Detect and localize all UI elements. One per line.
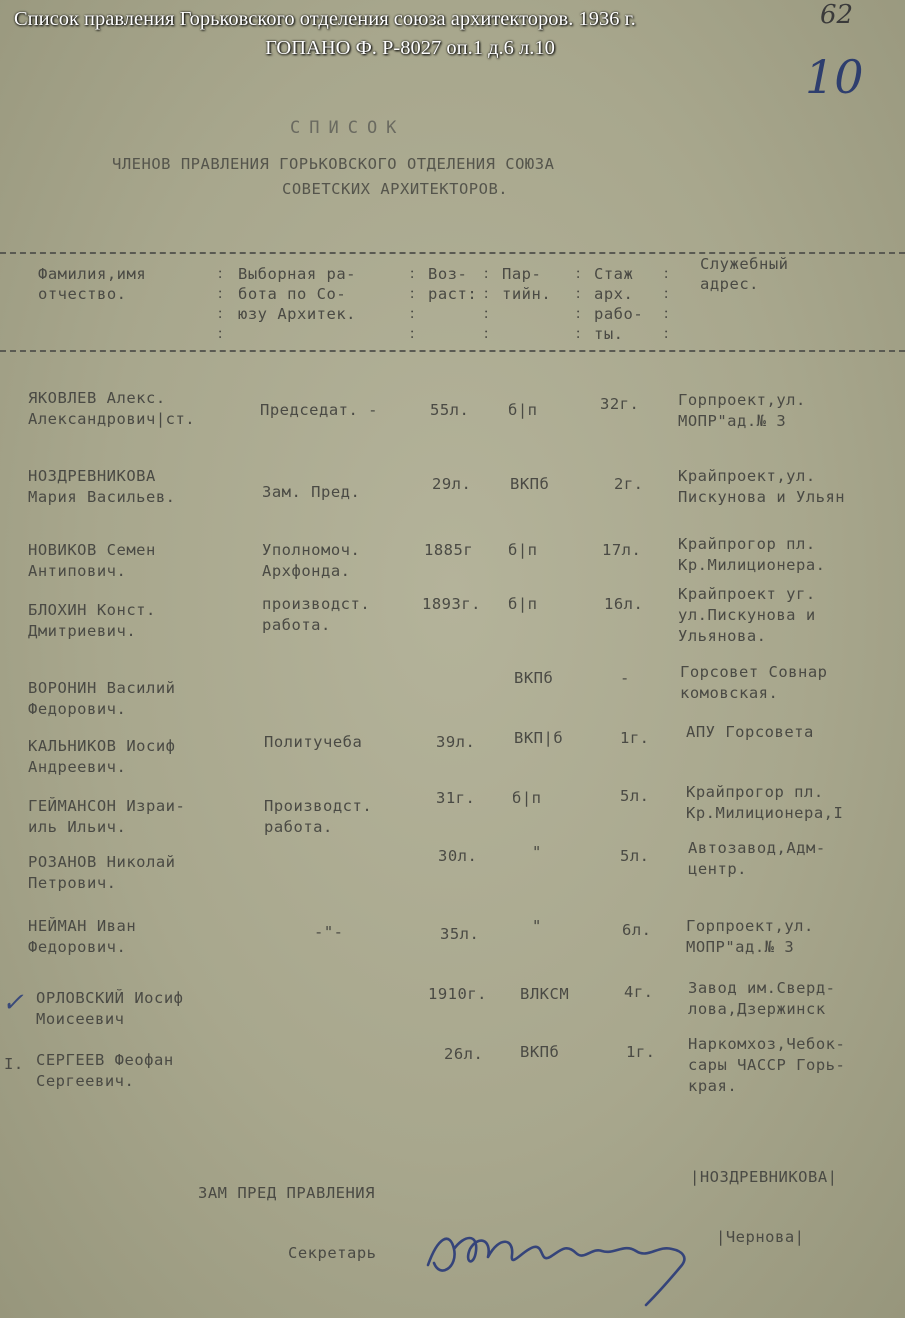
member-name: ОРЛОВСКИЙ Иосиф Моисеевич	[36, 989, 184, 1028]
deputy-chair-name: |НОЗДРЕВНИКОВА|	[690, 1168, 838, 1186]
member-experience: 5л.	[620, 787, 650, 805]
member-experience: 1г.	[620, 729, 650, 747]
deputy-chair-label: ЗАМ ПРЕД ПРАВЛЕНИЯ	[198, 1184, 375, 1202]
member-address: Горпроект,ул. МОПР"ад.№ 3	[678, 391, 806, 430]
member-address: Автозавод,Адм- центр.	[688, 839, 826, 878]
member-name: ВОРОНИН Василий Федорович.	[28, 679, 176, 718]
member-post: Зам. Пред.	[262, 483, 361, 501]
column-separator: : : : :	[484, 265, 489, 342]
member-experience: 6л.	[622, 921, 652, 939]
member-party: б|п	[508, 595, 538, 613]
caption-line-1: Список правления Горьковского отделения союза архитекторов. 1936 г.	[14, 8, 636, 30]
member-age: 1893г.	[422, 595, 481, 613]
member-age: 1885г	[424, 541, 474, 559]
member-party: ВКП|б	[514, 729, 564, 747]
member-post: Производст. работа.	[264, 797, 373, 836]
member-experience: 5л.	[620, 847, 650, 865]
table-row	[0, 466, 905, 526]
secretary-label: Секретарь	[288, 1244, 377, 1262]
member-post: производст. работа.	[262, 595, 371, 634]
member-experience: 16л.	[604, 595, 644, 613]
member-address: Завод им.Сверд- лова,Дзержинск	[688, 979, 836, 1018]
table-row	[0, 585, 905, 660]
member-address: Горсовет Совнар комовская.	[680, 663, 828, 702]
member-experience: 1г.	[626, 1043, 656, 1061]
member-name: БЛОХИН Конст. Дмитриевич.	[28, 601, 156, 640]
member-address: Горпроект,ул. МОПР"ад.№ 3	[686, 917, 814, 956]
member-age: 1910г.	[428, 985, 487, 1003]
member-name: НОВИКОВ Семен Антипович.	[28, 541, 156, 580]
member-name: НОЗДРЕВНИКОВА Мария Васильев.	[28, 467, 176, 506]
member-age: 35л.	[440, 925, 480, 943]
doc-title-heading: СПИСОК	[290, 118, 406, 138]
column-header-address: Служебный адрес.	[700, 255, 789, 293]
column-header-name: Фамилия,имя отчество.	[38, 265, 147, 303]
member-party: б|п	[508, 401, 538, 419]
member-address: Крайпроект,ул. Пискунова и Ульян	[678, 467, 846, 506]
member-party: ВКПб	[514, 669, 554, 687]
column-header-experience: Стаж арх. рабо- ты.	[594, 265, 644, 343]
member-party: б|п	[512, 789, 542, 807]
handwritten-check-mark: ✓	[2, 988, 24, 1018]
member-experience: 2г.	[614, 475, 644, 493]
member-name: ГЕЙМАНСОН Израи- иль Ильич.	[28, 797, 186, 836]
member-post: Политучеба	[264, 733, 363, 751]
table-row	[0, 916, 905, 976]
column-separator: : : : :	[218, 265, 223, 342]
page-number-mark: 10	[805, 50, 864, 104]
member-experience: 32г.	[600, 395, 640, 413]
column-header-age: Воз- раст:	[428, 265, 478, 303]
doc-title-subheading-2: СОВЕТСКИХ АРХИТЕКТОРОВ.	[282, 180, 509, 198]
member-name: ЯКОВЛЕВ Алекс. Александрович|ст.	[28, 389, 196, 428]
member-address: Крайпрогор пл. Кр.Милиционера.	[678, 535, 826, 574]
member-name: РОЗАНОВ Николай Петрович.	[28, 853, 176, 892]
table-row	[0, 388, 905, 448]
member-experience: 17л.	[602, 541, 642, 559]
table-row	[0, 839, 905, 912]
member-party: "	[532, 843, 542, 861]
member-post: Уполномоч. Архфонда.	[262, 541, 361, 580]
caption-line-2: ГОПАНО Ф. Р-8027 оп.1 д.6 л.10	[265, 37, 555, 59]
member-age: 31г.	[436, 789, 476, 807]
secretary-name: |Чернова|	[716, 1228, 805, 1246]
column-separator: : : : :	[576, 265, 581, 342]
table-row	[0, 1035, 905, 1130]
member-age: 55л.	[430, 401, 470, 419]
member-party: ВКПб	[520, 1043, 560, 1061]
member-party: ВЛКСМ	[520, 985, 570, 1003]
member-name: НЕЙМАН Иван Федорович.	[28, 917, 137, 956]
member-post: -"-	[314, 923, 344, 941]
table-header-rule	[0, 350, 905, 352]
member-party: б|п	[508, 541, 538, 559]
column-header-party: Пар- тийн.	[502, 265, 552, 303]
member-address: Крайпроект уг. ул.Пискунова и Ульянова.	[678, 585, 816, 645]
column-separator: : : : :	[664, 265, 669, 342]
member-address: АПУ Горсовета	[686, 723, 814, 741]
member-age: 26л.	[444, 1045, 484, 1063]
member-experience: -	[620, 669, 630, 687]
secretary-signature	[420, 1205, 700, 1310]
member-name: СЕРГЕЕВ Феофан Сергеевич.	[36, 1051, 174, 1090]
member-name: КАЛЬНИКОВ Иосиф Андреевич.	[28, 737, 176, 776]
column-separator: : : : :	[410, 265, 415, 342]
member-party: "	[532, 917, 542, 935]
member-age: 30л.	[438, 847, 478, 865]
row-number: I.	[4, 1055, 24, 1073]
member-post: Председат. -	[260, 401, 378, 419]
member-party: ВКПб	[510, 475, 550, 493]
member-address: Крайпрогор пл. Кр.Милиционера,I	[686, 783, 844, 822]
doc-title-subheading: ЧЛЕНОВ ПРАВЛЕНИЯ ГОРЬКОВСКОГО ОТДЕЛЕНИЯ СОЮЗА	[112, 155, 555, 173]
member-address: Наркомхоз,Чебок- сары ЧАССР Горь- края.	[688, 1035, 846, 1095]
member-age: 29л.	[432, 475, 472, 493]
page-number-mark-old: 62	[820, 0, 854, 30]
column-header-post: Выборная ра- бота по Со- юзу Архитек.	[238, 265, 356, 323]
member-experience: 4г.	[624, 983, 654, 1001]
member-age: 39л.	[436, 733, 476, 751]
